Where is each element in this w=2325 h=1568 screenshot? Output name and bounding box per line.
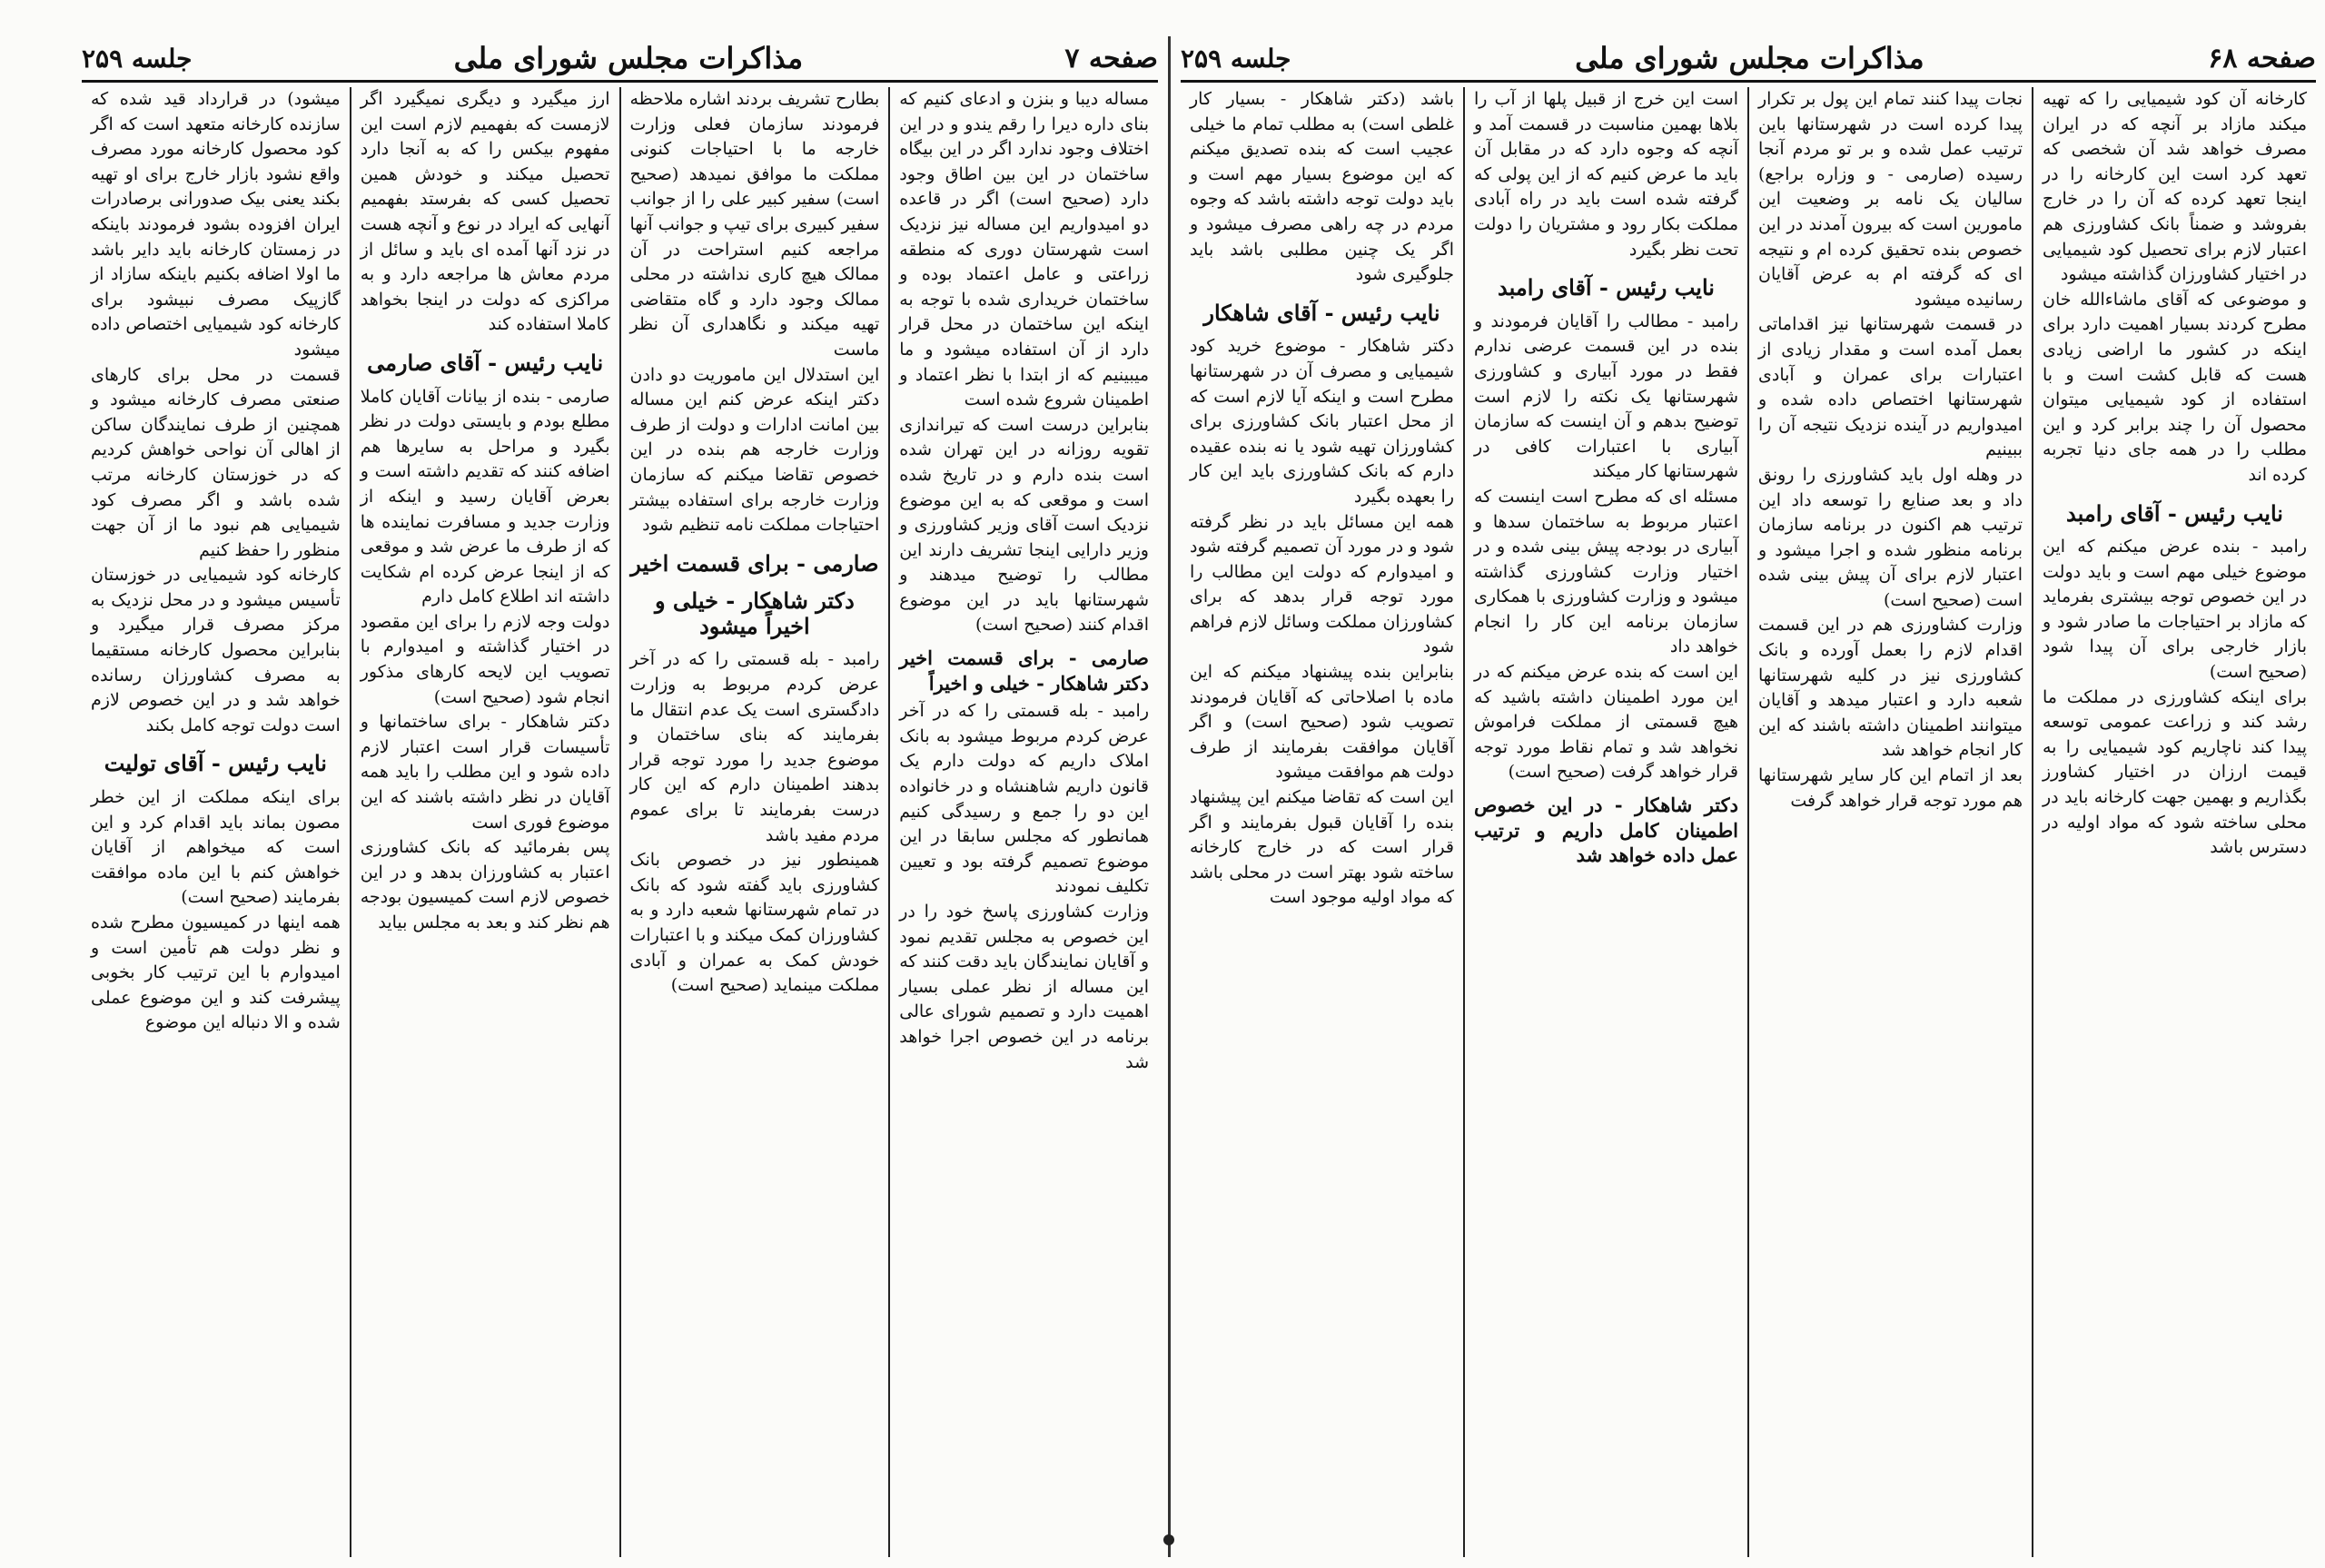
- right-page-number: صفحه ۶۸: [2208, 42, 2316, 74]
- left-page-session: جلسه ۲۵۹: [82, 43, 193, 74]
- right-page: [1181, 36, 2316, 1557]
- left-column-2: [619, 87, 889, 1557]
- left-page-number: صفحه ۷: [1064, 42, 1158, 74]
- paragraph: برای اینکه مملکت از این خطر مصون بماند باید اقدام کرد و این است که میخواهم از آقایان خواهش کنم با این ماده موافقت بفرمایند (صحیح است): [91, 787, 341, 908]
- paragraph: همینطور نیز در خصوص بانک کشاورزی باید گفته شود که بانک در تمام شهرستانها شعبه دارد و به کشاورزان کمک میکند و با اعتبارات خودش کمک به عمران و آبادی مملکت مینماید (صحیح است): [629, 850, 880, 996]
- paragraph: پس بفرمائید که بانک کشاورزی اعتبار به کشاورزان بدهد و در این خصوص لازم است کمیسیون بودجه هم نظر کند و بعد به مجلس بیاید: [360, 837, 610, 932]
- speaker-heading: نایب رئیس - آقای تولیت: [104, 750, 327, 777]
- speaker-heading: صارمی - برای قسمت اخیر: [630, 549, 879, 577]
- paragraph: نجات پیدا کنند تمام این پول بر تکرار پیدا کرده است در شهرستانها باین ترتیب عمل شده و بر تو مردم آنجا رسیده (صارمی - و وزاره براجع) سالیان یک نامه بر وضعیت این مامورین است که بیرون آمدند در این خصوص بنده تحقیق کرده ام و نتیجه ای که گرفته ام به عرض آقایان رسانیده میشود: [1758, 89, 2023, 310]
- paragraph: دکتر شاهکار - برای ساختمانها و تأسیسات قرار است اعتبار لازم داده شود و این مطلب را باید همه آقایان در نظر داشته باشند که این موضوع فوری است: [360, 712, 610, 833]
- paragraph: وزارت کشاورزی هم در این قسمت اقدام لازم را بعمل آورده و بانک کشاورزی نیز در کلیه شهرستانها شعبه دارد و اعتبار میدهد و آقایان میتوانند اطمینان داشته باشند که این کار انجام خواهد شد: [1758, 615, 2023, 761]
- paragraph: صارمی - بنده از بیانات آقایان کاملا مطلع بودم و بایستی دولت در نظر بگیرد و مراحل به سایرها هم اضافه کنند که تقدیم داشته است و بعرض آقایان رسید و اینکه از وزارت جدید و مسافرت نماینده ها که از طرف ما عرض شد و موقعی که از اینجا عرض کرده ام شکایت داشته اند اطلاع کامل دارم: [360, 386, 610, 607]
- speaker-line: دکتر شاهکار - در این خصوص اطمینان کامل داریم و ترتیب عمل داده خواهد شد: [1474, 794, 1738, 867]
- paragraph: بنابراین درست است که تیراندازی تقویه روزانه در این تهران شده است بنده دارم و در تاریخ شده است و موقعی که به این موضوع نزدیک است آقای وزیر کشاورزی و وزیر دارایی اینجا تشریف دارند این مطالب را توضیح میدهند و شهرستانها باید در این موضوع اقدام کنند (صحیح است): [899, 414, 1149, 636]
- right-page-session: جلسه ۲۵۹: [1181, 43, 1291, 74]
- paragraph: مسئله ای که مطرح است اینست که اعتبار مربوط به ساختمان سدها و آبیاری در بودجه پیش بینی شده و در اختیار وزارت کشاورزی گذاشته میشود و وزارت کشاورزی با همکاری سازمان برنامه این کار را انجام خواهد داد: [1474, 486, 1738, 657]
- speaker-heading: نایب رئیس - آقای صارمی: [367, 349, 604, 376]
- paragraph: قسمت در محل برای کارهای صنعتی مصرف کارخانه میشود و همچنین از طرف نمایندگان ساکن از اهالی آن نواحی خواهش کردیم که در خوزستان کارخانه مرتب شده باشد و اگر مصرف کود شیمیایی هم نبود ما از آن جهت منظور را حفظ کنیم: [91, 364, 341, 560]
- paragraph: و موضوعی که آقای ماشاءالله خان مطرح کردند بسیار اهمیت دارد برای اینکه در کشور ما اراضی زیادی هست که قابل کشت است و با استفاده از کود شیمیایی میتوان محصول آن را چند برابر کرد و این مطلب را در همه جای دنیا تجربه کرده اند: [2043, 289, 2307, 485]
- paragraph: رامبد - بله قسمتی را که در آخر عرض کردم مربوط به وزارت دادگستری است یک عدم انتقال ما بفرمایند که بنای ساختمان و موضوع جدید را مورد توجه قرار بدهند اطمینان دارم که این کار درست بفرمایند تا برای عموم مردم مفید باشد: [629, 649, 880, 845]
- paragraph: مساله دیبا و بنزن و ادعای کنیم که بنای داره دیرا را رقم یندو و در این اختلاف وجود ندارد اگر در این بیگاه ساختمان در این بین اطاق وجود دارد (صحیح است) اگر در قاعده دو امیدواریم این مساله نیز نزدیک است شهرستان دوری که منطقه زراعتی و عامل اعتماد بوده و ساختمان خریداری شده با توجه به اینکه این ساختمان در محل قرار دارد از آن استفاده میشود و ما میبینیم که از ابتدا با نظر اعتماد و اطمینان شروع شده است: [899, 89, 1149, 410]
- right-column-1: [2032, 87, 2316, 1557]
- paragraph: رامبد - بله قسمتی را که در آخر عرض کردم مربوط میشود به بانک املاک داریم که دولت دارم یک قانون داریم شاهنشاه و در خانواده این دو را جمع و رسیدگی کنیم همانطور که مجلس سابقا در این موضوع تصمیم گرفته بود و تعیین تکلیف نمودند: [899, 701, 1149, 897]
- left-column-3: [350, 87, 619, 1557]
- paragraph: کارخانه کود شیمیایی در خوزستان تأسیس میشود و در محل نزدیک به مرکز مصرف قرار میگیرد و بنابراین محصول کارخانه مستقیما به مصرف کشاورزان رسانده خواهد شد و در این خصوص لازم است دولت توجه کامل بکند: [91, 565, 341, 735]
- right-column-4: [1181, 87, 1463, 1557]
- paragraph: در وهله اول باید کشاورزی را رونق داد و بعد صنایع را توسعه داد این ترتیب هم اکنون در برنامه سازمان برنامه منظور شده و اجرا میشود و اعتبار لازم برای آن پیش بینی شده است (صحیح است): [1758, 464, 2023, 610]
- paragraph: بعد از اتمام این کار سایر شهرستانها هم مورد توجه قرار خواهد گرفت: [1758, 765, 2023, 811]
- left-page-header: [82, 36, 1158, 83]
- paragraph: رامبد - بنده عرض میکنم که این موضوع خیلی مهم است و باید دولت در این خصوص توجه بیشتری بفرماید که مازاد بر احتیاجات ما صادر شود و بازار خارجی برای آن پیدا شود (صحیح است): [2043, 537, 2307, 683]
- paragraph: باشد (دکتر شاهکار - بسیار کار غلطی است) به مطلب تمام ما خیلی عجیب است که بنده تصدیق میکنم که این موضوع بسیار مهم است و باید دولت توجه داشته باشد که وجوه مردم در چه راهی مصرف میشود و اگر یک چنین مطلبی باشد باید جلوگیری شود: [1190, 89, 1454, 285]
- right-page-title: مذاکرات مجلس شورای ملی: [1575, 41, 1924, 75]
- paragraph: است این خرج از قبیل پلها از آب را بلاها بهمین مناسبت در قسمت آمد و آنچه که وجوه دارد که در مقابل آن باید ما عرض کنیم که از این پولی که گرفته شده است باید در راه آبادی مملکت بکار رود و مشتریان را دولت تحت نظر بگیرد: [1474, 89, 1738, 260]
- speaker-heading: نایب رئیس - آقای شاهکار: [1203, 299, 1440, 326]
- left-page: [82, 36, 1158, 1557]
- right-page-header: [1181, 36, 2316, 83]
- speaker-heading: نایب رئیس - آقای رامبد: [2066, 499, 2283, 527]
- paragraph: کارخانه آن کود شیمیایی را که تهیه میکند مازاد بر آنچه که در ایران مصرف خواهد شد آن شخصی که تعهد کرد است این کارخانه را در اینجا تعهد کرده که آن را در خارج بفروشد و ضمناً بانک کشاورزی هم اعتبار لازم برای تحصیل کود شیمیایی در اختیار کشاورزان گذاشته میشود: [2043, 89, 2307, 285]
- right-column-3: [1463, 87, 1747, 1557]
- paragraph: همه اینها در کمیسیون مطرح شده و نظر دولت هم تأمین است و امیدوارم با این ترتیب کار بخوبی پیشرفت کند و این موضوع عملی شده و الا دنباله این موضوع: [91, 912, 341, 1033]
- binding-mark: [1163, 1534, 1174, 1545]
- page-fold: [1168, 36, 1171, 1557]
- paragraph: برای اینکه کشاورزی در مملکت ما رشد کند و زراعت عمومی توسعه پیدا کند ناچاریم کود شیمیایی را به قیمت ارزان در اختیار کشاورز بگذاریم و بهمین جهت کارخانه باید در محلی ساخته شود که مواد اولیه در دسترس باشد: [2043, 686, 2307, 858]
- paragraph: این است که تقاضا میکنم این پیشنهاد بنده را آقایان قبول بفرمایند و اگر قرار است که در خارج کارخانه ساخته شود بهتر است در محلی باشد که مواد اولیه موجود است: [1190, 787, 1454, 908]
- paragraph: بنابراین بنده پیشنهاد میکنم که این ماده با اصلاحاتی که آقایان فرمودند تصویب شود (صحیح است) و اگر آقایان موافقت بفرمایند از طرف دولت هم موافقت میشود: [1190, 662, 1454, 783]
- speaker-heading: نایب رئیس - آقای رامبد: [1498, 274, 1715, 301]
- right-page-columns: [1181, 87, 2316, 1557]
- left-column-4: [82, 87, 350, 1557]
- speaker-heading: دکتر شاهکار - خیلی و اخیراً میشود: [654, 587, 855, 639]
- speaker-line: صارمی - برای قسمت اخیر دکتر شاهکار - خیلی و اخیراً: [899, 646, 1149, 695]
- paragraph: این استدلال این ماموریت دو دادن دکتر اینکه عرض کنم این مساله بین امانت ادارات و دولت از طرف وزارت خارجه هم بنده در این خصوص تقاضا میکنم که سازمان وزارت خارجه برای استفاده بیشتر احتیاجات مملکت نامه تنظیم شود: [629, 364, 880, 536]
- paragraph: بطارح تشریف بردند اشاره ملاحظه فرمودند سازمان فعلی وزارت خارجه ما با احتیاجات کنونی مملکت ما موافق نمیدهد (صحیح است) سفیر کبیر علی را از جوانب سفیر کبیری برای تیپ و جوانب آنها مراجعه کنیم استراحت در آن ممالک هیچ کاری نداشته در محلی ممالک وجود دارد و گاه متقاضی تهیه میکند و نگاهداری آن نظر ماست: [629, 89, 880, 360]
- paragraph: دکتر شاهکار - موضوع خرید کود شیمیایی و مصرف آن در شهرستانها مطرح است و اینکه آیا لازم است که از محل اعتبار بانک کشاورزی برای کشاورزان تهیه شود یا نه بنده عقیده دارم که بانک کشاورزی باید این کار را بعهده بگیرد: [1190, 336, 1454, 507]
- paragraph: وزارت کشاورزی پاسخ خود را در این خصوص به مجلس تقدیم نمود و آقایان نمایندگان باید دقت کنند که این مساله از نظر عملی بسیار اهمیت دارد و تصمیم شورای عالی برنامه در این خصوص اجرا خواهد شد: [899, 902, 1149, 1072]
- paragraph: رامبد - مطالب را آقایان فرمودند و بنده در این قسمت عرضی ندارم فقط در مورد آبیاری و کشاورزی شهرستانها یک نکته را لازم است توضیح بدهم و آن اینست که سازمان آبیاری با اعتبارات کافی در شهرستانها کار میکند: [1474, 311, 1738, 482]
- paragraph: همه این مسائل باید در نظر گرفته شود و در مورد آن تصمیم گرفته شود و امیدوارم که دولت این مطالب را مورد توجه قرار بدهد که برای کشاورزان مملکت وسائل لازم فراهم شود: [1190, 511, 1454, 657]
- paragraph: در قسمت شهرستانها نیز اقداماتی بعمل آمده است و مقدار زیادی از اعتبارات برای عمران و آبادی شهرستانها اختصاص داده شده و امیدواریم در آینده نزدیک نتیجه آن را ببینیم: [1758, 314, 2023, 460]
- paragraph: میشود) در قرارداد قید شده که سازنده کارخانه متعهد است که اگر کود محصول کارخانه مورد مصرف واقع نشود بازار خارج برای او تهیه بکند یعنی بیک صدورانی برصادرات ایران افزوده بشود فرمودند باینکه در زمستان کارخانه باید دایر باشد ما اولا اضافه بکنیم باینکه سازاد از گازپیک مصرف نبیشود برای کارخانه کود شیمیایی اختصاص داده میشود: [91, 89, 341, 360]
- paragraph: ارز میگیرد و دیگری نمیگیرد اگر لازمست که بفهمیم لازم است این مفهوم بیکس را که به آنجا دارد تحصیل میکند و خودش همین تحصیل کسی که بفرستد بفهمیم آنهایی که ایراد در نوع و آنچه هست در نزد آنها آمده ای باید و سائل از مردم معاش ها مراجعه دارد و به مراکزی که دولت در اینجا بخواهد کاملا استفاده کند: [360, 89, 610, 335]
- left-page-columns: [82, 87, 1158, 1557]
- left-column-1: [888, 87, 1158, 1557]
- paragraph: دولت وجه لازم را برای این مقصود در اختیار گذاشته و امیدوارم با تصویب این لایحه کارهای مذکور انجام شود (صحیح است): [360, 611, 610, 707]
- left-page-title: مذاکرات مجلس شورای ملی: [453, 41, 804, 75]
- right-column-2: [1747, 87, 2032, 1557]
- paragraph: این است که بنده عرض میکنم که در این مورد اطمینان داشته باشید که هیچ قسمتی از مملکت فراموش نخواهد شد و تمام نقاط مورد توجه قرار خواهد گرفت (صحیح است): [1474, 662, 1738, 783]
